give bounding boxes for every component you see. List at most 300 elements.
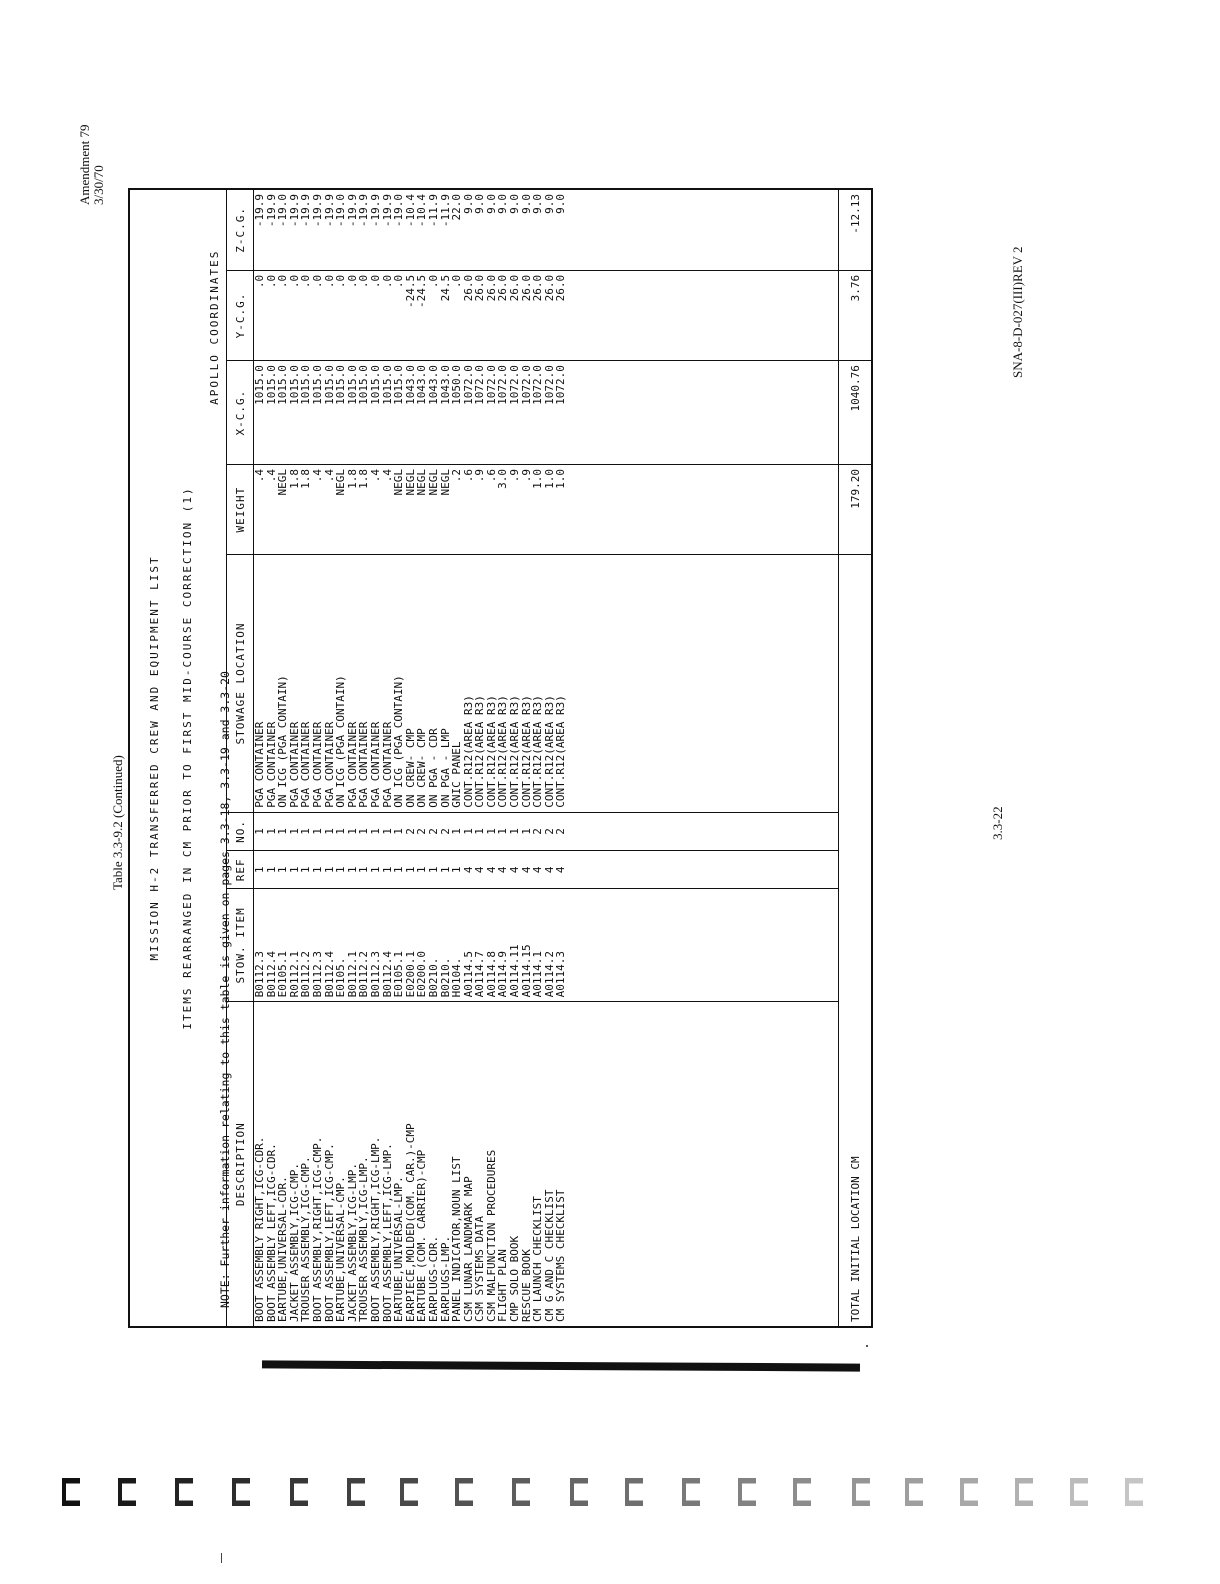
binding-mark <box>232 1478 250 1506</box>
location-column <box>254 555 839 812</box>
table-cell: EARTUBE,UNIVERSAL-LMP. <box>392 1176 406 1322</box>
table-title: MISSION H-2 TRANSFERRED CREW AND EQUIPMENT LIST <box>129 189 172 1327</box>
table-cell: 26.0 <box>484 274 498 302</box>
table-cell: 1015.0 <box>310 365 324 405</box>
table-cell: A0114.15 <box>519 944 533 998</box>
binding-mark <box>738 1478 756 1506</box>
table-cell: ON ICG (PGA CONTAIN) <box>392 675 406 808</box>
ref-column <box>254 851 839 889</box>
table-cell: .4 <box>380 469 394 483</box>
table-cell: 1 <box>287 866 301 874</box>
table-cell: TROUSER ASSEMBLY,ICG-CMP. <box>299 1156 313 1322</box>
table-cell: .6 <box>484 469 498 483</box>
table-cell: .0 <box>368 274 382 289</box>
table-cell: 1 <box>357 866 371 874</box>
table-cell: -19.9 <box>310 194 324 228</box>
total-z-cg: -12.13 <box>839 189 873 270</box>
table-cell: 1 <box>450 828 464 835</box>
table-cell: BOOT ASSEMBLY,RIGHT,ICG-LMP. <box>368 1136 382 1322</box>
table-cell: 1 <box>368 828 382 835</box>
table-cell: EARTUBE,UNIVERSAL-CMP. <box>334 1176 348 1322</box>
table-cell: EARPLUGS-LMP. <box>438 1235 452 1322</box>
table-cell: 1072.0 <box>484 365 498 405</box>
table-cell: 1.0 <box>554 469 568 489</box>
table-cell: 1043.0 <box>415 365 429 405</box>
table-cell: CMP SOLO BOOK <box>508 1235 522 1322</box>
binding-mark <box>625 1478 643 1506</box>
table-body-row <box>254 189 839 1327</box>
table-cell: BOOT ASSEMBLY RIGHT,ICG-CDR. <box>253 1136 266 1322</box>
table-cell: E0105.1 <box>276 951 290 998</box>
table-cell: CONT.R12(AREA R3) <box>554 695 568 808</box>
table-cell: 1015.0 <box>253 365 266 405</box>
table-cell: .4 <box>310 469 324 483</box>
table-cell: 26.0 <box>461 274 475 302</box>
table-cell: EARPLUGS-CDR. <box>426 1235 440 1322</box>
table-cell: 9.0 <box>508 194 522 214</box>
table-cell: 26.0 <box>519 274 533 302</box>
table-cell: PGA CONTAINER <box>368 721 382 808</box>
table-cell: 1 <box>299 828 313 835</box>
table-cell: 1.0 <box>542 469 556 489</box>
table-cell: 4 <box>542 866 556 874</box>
table-cell: 9.0 <box>473 194 487 214</box>
table-cell: B0112.2 <box>357 951 371 998</box>
table-cell: NEGL <box>334 469 348 496</box>
table-cell: B0112.4 <box>380 951 394 998</box>
table-cell: .4 <box>253 469 266 483</box>
table-cell: 1072.0 <box>508 365 522 405</box>
table-cell: CSM LUNAR LANDMARK MAP <box>461 1176 475 1322</box>
table-cell: CSM SYSTEMS DATA <box>473 1216 487 1322</box>
table-cell: 4 <box>461 866 475 874</box>
binding-mark <box>793 1478 811 1506</box>
table-cell: BOOT ASSEMBLY,LEFT,ICG-LMP. <box>380 1143 394 1322</box>
table-cell: 1.8 <box>345 469 359 489</box>
table-cell: 9.0 <box>461 194 475 214</box>
table-cell: NEGL <box>276 469 290 496</box>
table-cell: 2 <box>554 828 568 835</box>
table-cell: PGA CONTAINER <box>380 721 394 808</box>
table-cell: 1 <box>299 866 313 874</box>
table-cell: 2 <box>438 828 452 835</box>
table-cell: 1015.0 <box>334 365 348 405</box>
table-cell: -24.5 <box>403 274 417 308</box>
col-y-cg: Y-C.G. <box>227 270 254 360</box>
table-cell: 1 <box>253 828 266 835</box>
table-cell: 1015.0 <box>287 365 301 405</box>
table-cell: A0114.9 <box>496 951 510 998</box>
table-cell: 26.0 <box>531 274 545 302</box>
table-cell: 4 <box>484 866 498 874</box>
table-cell: 26.0 <box>496 274 510 302</box>
table-cell: 1 <box>322 866 336 874</box>
table-cell: PGA CONTAINER <box>287 721 301 808</box>
table-cell: 1072.0 <box>542 365 556 405</box>
table-cell: CONT.R12(AREA R3) <box>473 695 487 808</box>
col-location: STOWAGE LOCATION <box>227 555 254 812</box>
total-label: TOTAL INITIAL LOCATION CM <box>839 555 873 1327</box>
table-cell: 1 <box>276 828 290 835</box>
binding-mark <box>905 1478 923 1506</box>
table-cell: B0112.4 <box>322 951 336 998</box>
table-cell: 1072.0 <box>473 365 487 405</box>
table-cell: 1.8 <box>299 469 313 489</box>
table-cell: 22.0 <box>450 194 464 221</box>
table-cell: PANEL INDICATOR,NOUN LIST <box>450 1156 464 1322</box>
table-cell: .0 <box>380 274 394 289</box>
table-cell: PGA CONTAINER <box>357 721 371 808</box>
table-cell: .0 <box>287 274 301 289</box>
table-cell: .0 <box>310 274 324 289</box>
table-cell: 2 <box>403 828 417 835</box>
table-cell: .0 <box>426 274 440 289</box>
table-cell: BOOT ASSEMBLY,RIGHT,ICG-CMP. <box>310 1136 324 1322</box>
table-cell: 24.5 <box>438 274 452 302</box>
table-subtitle: ITEMS REARRANGED IN CM PRIOR TO FIRST MID-COURSE CORRECTION (1) <box>172 189 202 1327</box>
table-cell: .4 <box>322 469 336 483</box>
table-cell: 1 <box>253 866 266 874</box>
table-cell: .9 <box>473 469 487 483</box>
table-cell: 2 <box>531 828 545 835</box>
table-cell: 1015.0 <box>392 365 406 405</box>
binding-mark <box>400 1478 418 1506</box>
binding-mark <box>570 1478 588 1506</box>
table-cell: 1015.0 <box>368 365 382 405</box>
table-cell: 1 <box>450 866 464 874</box>
table-cell: 1.8 <box>287 469 301 489</box>
table-cell: E0200.0 <box>415 951 429 998</box>
table-cell: CONT.R12(AREA R3) <box>496 695 510 808</box>
table-cell: 1015.0 <box>380 365 394 405</box>
table-cell: .6 <box>461 469 475 483</box>
table-cell: .0 <box>392 274 406 289</box>
x-cg-column <box>254 361 839 465</box>
table-cell: PGA CONTAINER <box>310 721 324 808</box>
binding-mark <box>852 1478 870 1506</box>
table-cell: ON CREW- CMP <box>403 728 417 808</box>
col-weight: WEIGHT <box>227 465 254 555</box>
table-cell: 9.0 <box>531 194 545 214</box>
table-cell: CONT.R12(AREA R3) <box>461 695 475 808</box>
table-cell: B0210. <box>438 957 452 998</box>
table-cell: NEGL <box>426 469 440 496</box>
table-cell: FLIGHT PLAN <box>496 1249 510 1322</box>
table-cell: A0114.3 <box>554 951 568 998</box>
table-cell: PGA CONTAINER <box>322 721 336 808</box>
table-cell: 1 <box>264 828 278 835</box>
table-cell: B0112.1 <box>345 951 359 998</box>
table-cell: E0105.1 <box>392 951 406 998</box>
binding-mark <box>1015 1478 1033 1506</box>
table-cell: 1072.0 <box>496 365 510 405</box>
table-cell: ON PGA - CDR <box>426 728 440 808</box>
table-cell: 4 <box>508 866 522 874</box>
table-cell: 26.0 <box>554 274 568 302</box>
total-y-cg: 3.76 <box>839 270 873 360</box>
binding-mark <box>62 1478 80 1506</box>
col-description: DESCRIPTION <box>227 1002 254 1327</box>
table-cell: CM LAUNCH CHECKLIST <box>531 1196 545 1322</box>
table-cell: EARTUBE (COM. CARRIER)-CMP <box>415 1149 429 1322</box>
table-cell: 1072.0 <box>519 365 533 405</box>
table-cell: 26.0 <box>542 274 556 302</box>
table-cell: ON PGA - LMP <box>438 728 452 808</box>
table-cell: NEGL <box>415 469 429 496</box>
table-cell: -19.9 <box>322 194 336 228</box>
table-cell: CONT.R12(AREA R3) <box>519 695 533 808</box>
table-cell: -11.9 <box>426 194 440 228</box>
table-cell: -19.9 <box>368 194 382 228</box>
table-cell: 1.8 <box>357 469 371 489</box>
table-cell: 1 <box>415 866 429 874</box>
table-cell: -19.9 <box>264 194 278 228</box>
table-cell: 1 <box>461 828 475 835</box>
equipment-table-frame <box>128 188 873 1328</box>
table-cell: 1 <box>519 828 533 835</box>
table-cell: NEGL <box>403 469 417 496</box>
table-cell: 1 <box>473 828 487 835</box>
table-cell: H0104. <box>450 957 464 998</box>
table-cell: 4 <box>519 866 533 874</box>
table-cell: BOOT ASSEMBLY,LEFT,ICG-CMP. <box>322 1143 336 1322</box>
table-cell: 1 <box>334 866 348 874</box>
table-cell: -10.4 <box>403 194 417 228</box>
table-cell: B0112.3 <box>368 951 382 998</box>
table-cell: 1 <box>322 828 336 835</box>
col-x-cg: X-C.G. <box>227 361 254 465</box>
table-cell: EARTUBE,UNIVERSAL-CDR. <box>276 1176 290 1322</box>
table-cell: .0 <box>334 274 348 289</box>
table-cell: 1043.0 <box>403 365 417 405</box>
table-cell: PGA CONTAINER <box>264 721 278 808</box>
table-cell: 1 <box>438 866 452 874</box>
table-cell: 9.0 <box>519 194 533 214</box>
table-cell: ON CREW- CMP <box>415 728 429 808</box>
table-cell: ON ICG (PGA CONTAIN) <box>276 675 290 808</box>
table-cell: 1 <box>310 866 324 874</box>
table-cell: 1015.0 <box>322 365 336 405</box>
table-cell: 4 <box>554 866 568 874</box>
total-row <box>839 189 873 1327</box>
table-cell: A0114.7 <box>473 951 487 998</box>
speck <box>866 1345 868 1347</box>
table-cell: .0 <box>345 274 359 289</box>
table-cell: RESCUE BOOK <box>519 1249 533 1322</box>
table-cell: -19.0 <box>334 194 348 228</box>
table-cell: 1 <box>426 866 440 874</box>
table-cell: PGA CONTAINER <box>253 721 266 808</box>
table-cell: CM G AND C CHECKLIST <box>542 1189 556 1322</box>
y-cg-column <box>254 270 839 360</box>
table-cell: .4 <box>264 469 278 483</box>
table-cell: CONT.R12(AREA R3) <box>484 695 498 808</box>
binding-mark <box>682 1478 700 1506</box>
table-cell: A0114.1 <box>531 951 545 998</box>
table-cell: .0 <box>299 274 313 289</box>
table-cell: NEGL <box>392 469 406 496</box>
table-cell: 1015.0 <box>276 365 290 405</box>
total-x-cg: 1040.76 <box>839 361 873 465</box>
table-cell: .4 <box>368 469 382 483</box>
table-cell: 1 <box>310 828 324 835</box>
binding-mark <box>512 1478 530 1506</box>
amendment-block <box>78 124 106 205</box>
binding-mark <box>960 1478 978 1506</box>
table-cell: B0112.3 <box>253 951 266 998</box>
table-cell: 1015.0 <box>345 365 359 405</box>
table-cell: E0105. <box>334 957 348 998</box>
table-cell: A0114.8 <box>484 951 498 998</box>
table-cell: 1 <box>287 828 301 835</box>
table-cell: PGA CONTAINER <box>299 721 313 808</box>
table-cell: 1072.0 <box>531 365 545 405</box>
table-cell: 1 <box>264 866 278 874</box>
table-cell: 1 <box>508 828 522 835</box>
table-cell: 1 <box>380 866 394 874</box>
table-cell: 1072.0 <box>554 365 568 405</box>
table-cell: B0112.2 <box>299 951 313 998</box>
table-cell: TROUSER ASSEMBLY,ICG-LMP. <box>357 1156 371 1322</box>
table-cell: -24.5 <box>415 274 429 308</box>
table-cell: B0112.3 <box>310 951 324 998</box>
table-cell: 9.0 <box>554 194 568 214</box>
table-cell: E0200.1 <box>403 951 417 998</box>
table-cell: EARPIECE,MOLDED(COM. CAR.)-CMP <box>403 1123 417 1322</box>
table-cell: 4 <box>473 866 487 874</box>
table-cell: 4 <box>496 866 510 874</box>
stow-item-column <box>254 889 839 1002</box>
table-cell: .0 <box>322 274 336 289</box>
table-cell: 9.0 <box>496 194 510 214</box>
table-cell: ON ICG (PGA CONTAIN) <box>334 675 348 808</box>
table-cell: PGA CONTAINER <box>345 721 359 808</box>
table-cell: .0 <box>253 274 266 289</box>
table-cell: 4 <box>531 866 545 874</box>
table-cell: A0114.5 <box>461 951 475 998</box>
table-cell: 26.0 <box>473 274 487 302</box>
table-cell: CONT.R12(AREA R3) <box>531 695 545 808</box>
table-cell: B0112.4 <box>264 951 278 998</box>
binding-mark <box>118 1478 136 1506</box>
table-caption: Table 3.3-9.2 (Continued) <box>110 755 125 890</box>
page-number: 3.3-22 <box>990 806 1005 840</box>
col-z-cg: Z-C.G. <box>227 189 254 270</box>
table-cell: 1 <box>380 828 394 835</box>
table-cell: 1 <box>334 828 348 835</box>
table-cell: A0114.2 <box>542 951 556 998</box>
table-cell: 2 <box>426 828 440 835</box>
scan-tick <box>221 1553 222 1563</box>
amendment-date: 3/30/70 <box>91 165 106 205</box>
table-cell: 9.0 <box>542 194 556 214</box>
table-cell: CONT.R12(AREA R3) <box>542 695 556 808</box>
table-cell: 1 <box>484 828 498 835</box>
table-cell: JACKET ASSEMBLY,ICG-CMP. <box>287 1163 301 1322</box>
table-cell: 1 <box>496 828 510 835</box>
table-cell: 1 <box>392 866 406 874</box>
table-cell: CM SYSTEMS CHECKLIST <box>554 1189 568 1322</box>
table-cell: -19.9 <box>253 194 266 228</box>
table-cell: R0112.1 <box>287 951 301 998</box>
table-cell: 1 <box>392 828 406 835</box>
table-cell: A0114.11 <box>508 944 522 998</box>
table-cell: 1050.0 <box>450 365 464 405</box>
table-cell: 1015.0 <box>264 365 278 405</box>
weight-column <box>254 465 839 555</box>
table-cell: -19.0 <box>392 194 406 228</box>
table-cell: 2 <box>415 828 429 835</box>
table-cell: 1015.0 <box>357 365 371 405</box>
table-cell: 3.0 <box>496 469 510 489</box>
table-cell: 1072.0 <box>461 365 475 405</box>
binding-mark <box>290 1478 308 1506</box>
table-cell: -19.9 <box>345 194 359 228</box>
col-stow-item: STOW. ITEM <box>227 889 254 1002</box>
binding-mark <box>175 1478 193 1506</box>
col-ref: REF <box>227 851 254 889</box>
table-cell: -19.9 <box>287 194 301 228</box>
table-cell: 1043.0 <box>438 365 452 405</box>
table-cell: -11.9 <box>438 194 452 228</box>
table-cell: 1015.0 <box>299 365 313 405</box>
table-cell: B0210. <box>426 957 440 998</box>
table-cell: -19.9 <box>380 194 394 228</box>
table-cell: .0 <box>276 274 290 289</box>
table-cell: 2 <box>542 828 556 835</box>
table-cell: 26.0 <box>508 274 522 302</box>
document-id: SNA-8-D-027(III)REV 2 <box>1010 246 1025 378</box>
table-cell: 1 <box>357 828 371 835</box>
table-cell: .0 <box>450 274 464 289</box>
table-cell: .2 <box>450 469 464 483</box>
table-cell: BOOT ASSEMBLY LEFT,ICG-CDR. <box>264 1143 278 1322</box>
footnote: NOTE: Further information relating to this table is given on pages 3.3-18, 3.3-19 and 3.3-20 <box>218 671 232 1308</box>
table-cell: 1.0 <box>531 469 545 489</box>
table-cell: 1 <box>276 866 290 874</box>
binding-mark <box>1070 1478 1088 1506</box>
table-cell: .0 <box>264 274 278 289</box>
no-column <box>254 812 839 850</box>
total-weight: 179.20 <box>839 465 873 555</box>
apollo-coordinates-header: APOLLO COORDINATES <box>202 189 227 465</box>
table-cell: 1 <box>368 866 382 874</box>
table-cell: .9 <box>508 469 522 483</box>
table-cell: CSM MALFUNCTION PROCEDURES <box>484 1149 498 1322</box>
margin-bar <box>262 1360 860 1371</box>
binding-mark <box>1125 1478 1143 1506</box>
table-cell: 1043.0 <box>426 365 440 405</box>
table-cell: GNIC PANEL <box>450 741 464 808</box>
table-cell: 9.0 <box>484 194 498 214</box>
table-cell: .0 <box>357 274 371 289</box>
table-cell: 1 <box>345 828 359 835</box>
table-cell: -19.0 <box>276 194 290 228</box>
col-no: NO. <box>227 812 254 850</box>
table-cell: NEGL <box>438 469 452 496</box>
table-cell: -19.9 <box>357 194 371 228</box>
equipment-table <box>128 188 873 1328</box>
binding-mark <box>347 1478 365 1506</box>
table-cell: 1 <box>403 866 417 874</box>
table-cell: -10.4 <box>415 194 429 228</box>
binding-mark <box>455 1478 473 1506</box>
table-cell: JACKET ASSEMBLY,ICG-LMP. <box>345 1163 359 1322</box>
amendment-number: Amendment 79 <box>77 124 92 205</box>
table-cell: CONT.R12(AREA R3) <box>508 695 522 808</box>
description-column <box>254 1002 839 1327</box>
table-cell: .9 <box>519 469 533 483</box>
